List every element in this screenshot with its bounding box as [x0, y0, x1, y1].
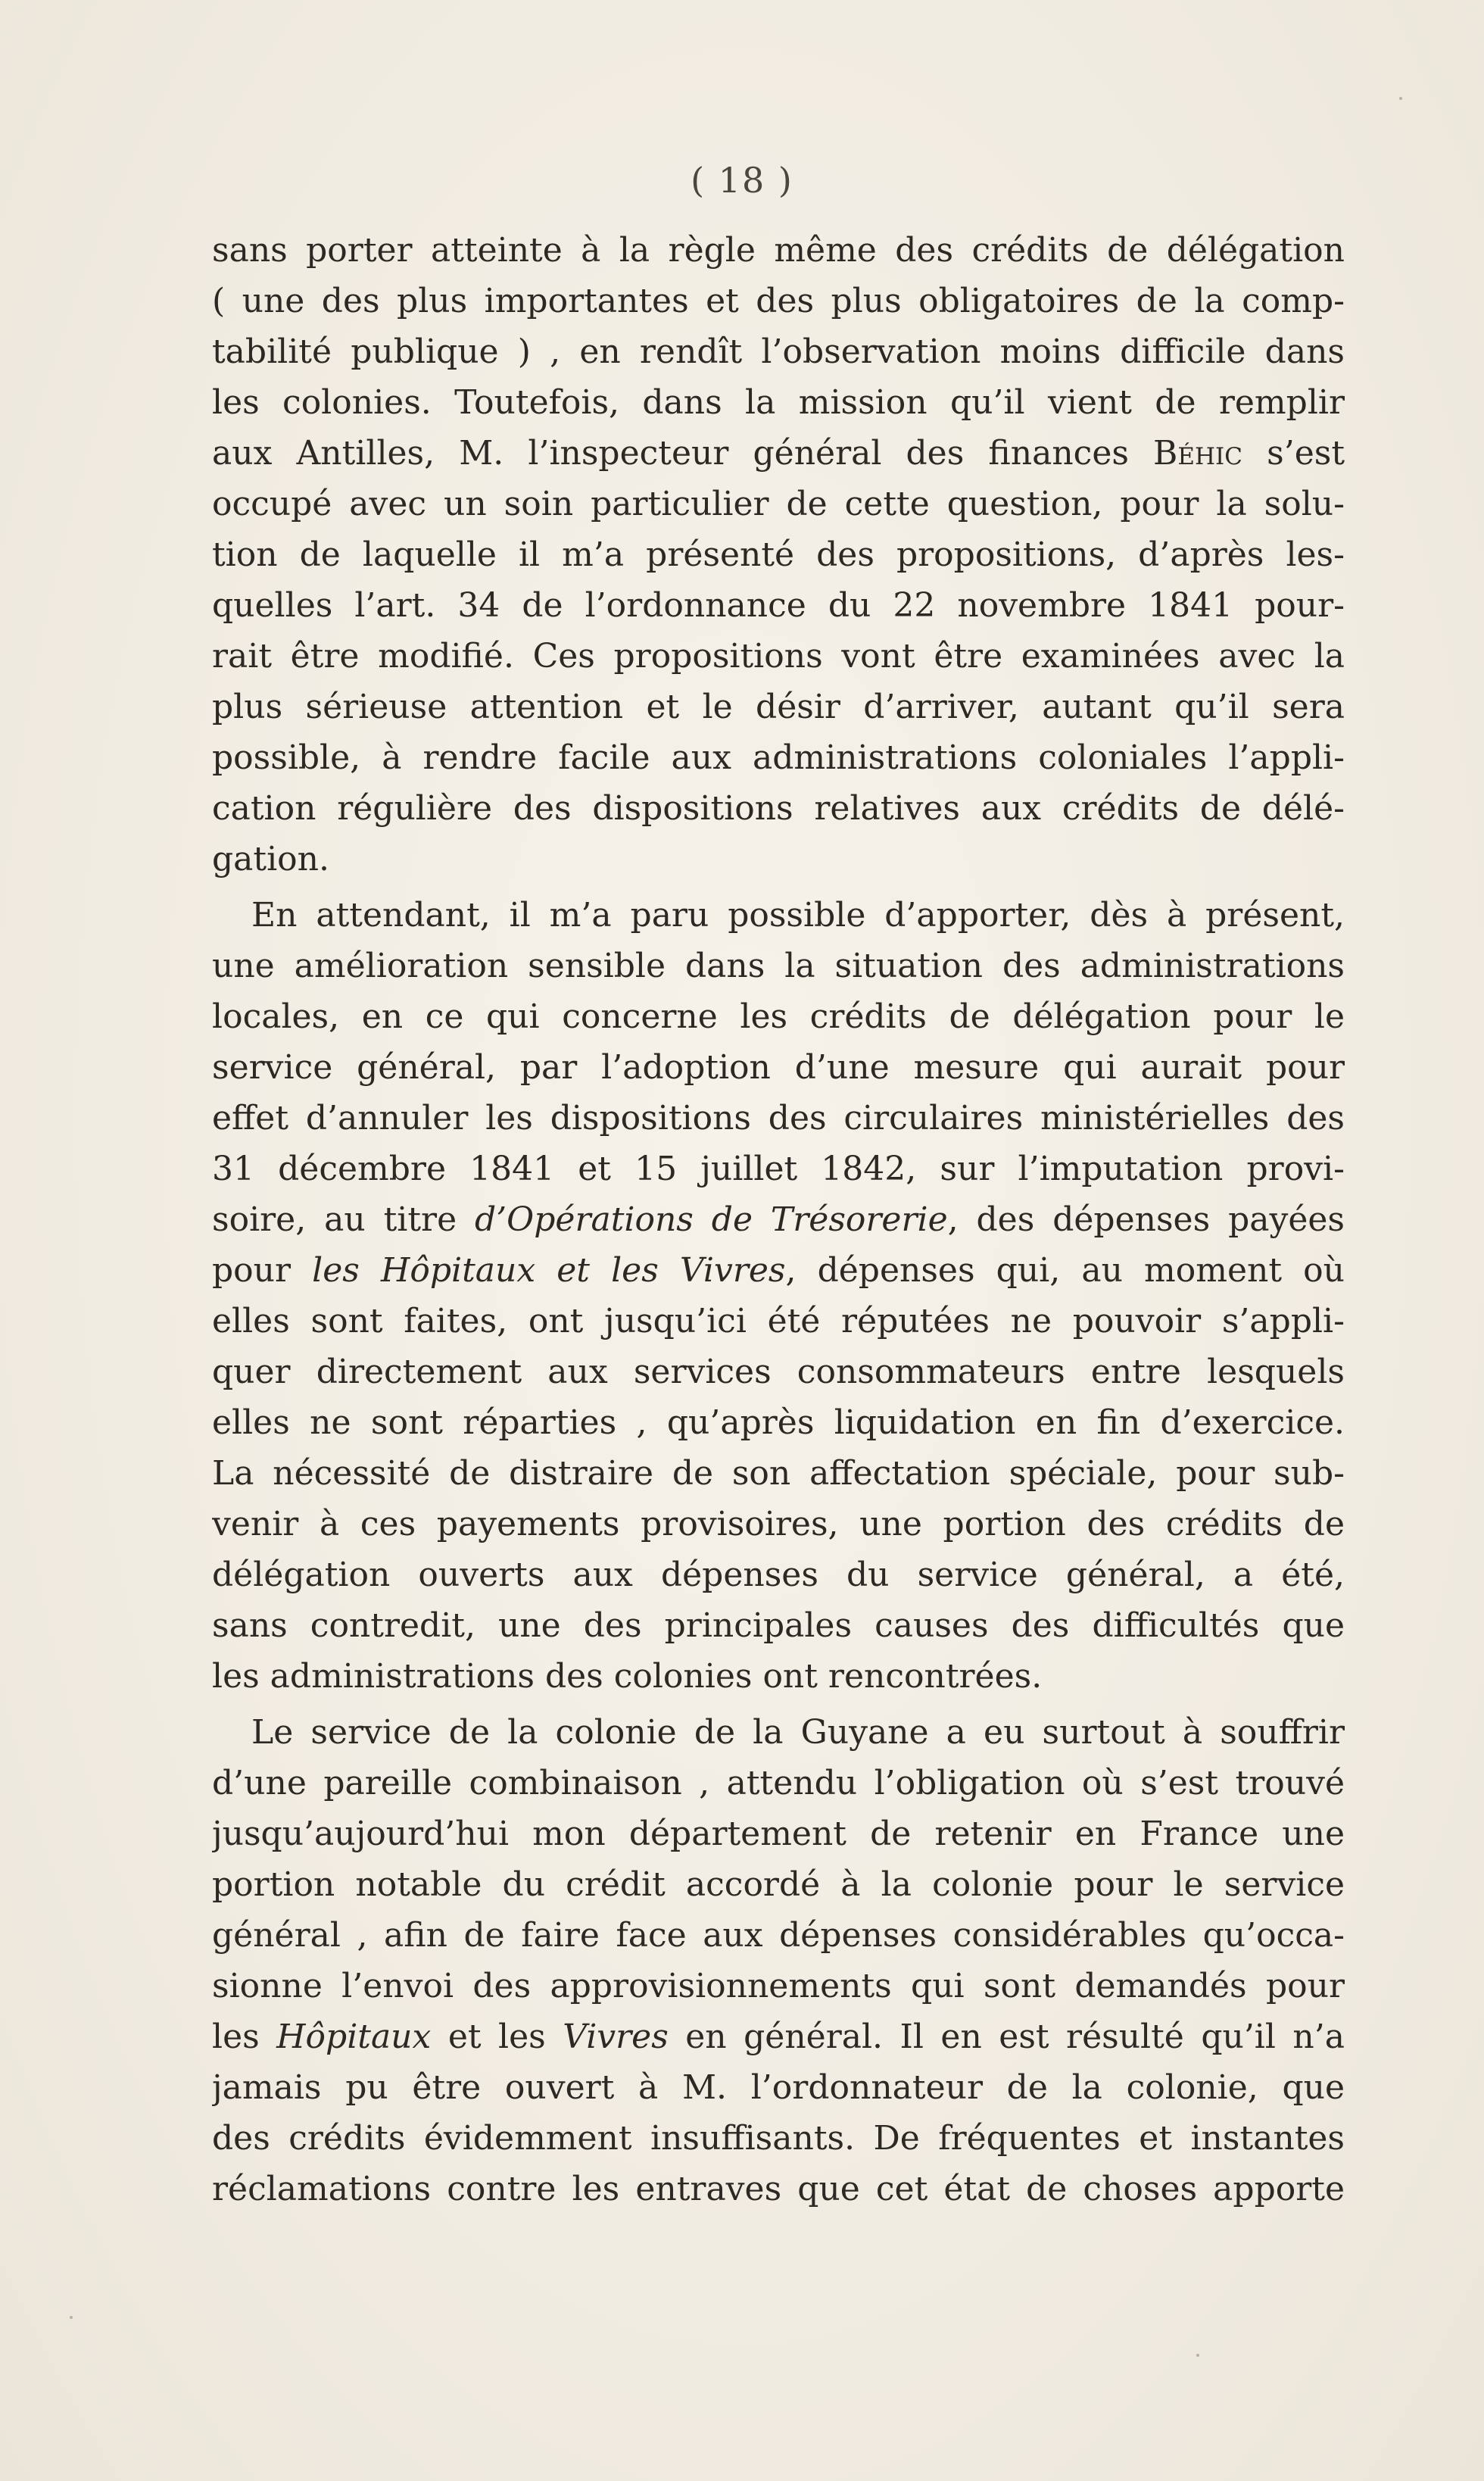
text-line: une amélioration sensible dans la situation des administrations [212, 947, 1345, 985]
text-line: quer directement aux services consommateurs entre lesquels [212, 1353, 1345, 1391]
text-line: d’une pareille combinaison , attendu l’obligation où s’est trouvé [212, 1764, 1345, 1802]
text-line [212, 1195, 1345, 1245]
text-segment: en général. Il en est résulté qu’il n’a [668, 2018, 1345, 2056]
text-line: général , afin de faire face aux dépenses considérables qu’occa- [212, 1916, 1345, 1955]
text-segment: pour [212, 1251, 313, 1290]
person-name: Béhic [1153, 434, 1243, 473]
text-line: effet d’annuler les dispositions des circulaires ministérielles des [212, 1099, 1345, 1138]
text-segment: s’est [1242, 434, 1345, 473]
italic-term: les Hôpitaux et les Vivres [312, 1251, 786, 1290]
text-line: gation. [212, 840, 329, 878]
italic-term: Vivres [563, 2018, 669, 2056]
text-segment: soire, au titre [212, 1200, 475, 1239]
text-line: portion notable du crédit accordé à la colonie pour le service [212, 1865, 1345, 1904]
text-line: Le service de la colonie de la Guyane a eu surtout à souffrir [251, 1713, 1345, 1752]
text-line: sionne l’envoi des approvisionnements qui sont demandés pour [212, 1967, 1345, 2005]
italic-term: d’Opérations de Trésorerie [475, 1200, 948, 1239]
paper-speck [1196, 2354, 1199, 2357]
text-segment: les [212, 2018, 277, 2056]
text-line: sans porter atteinte à la règle même des crédits de délégation [212, 231, 1345, 270]
text-line: délégation ouverts aux dépenses du service général, a été, [212, 1556, 1345, 1594]
text-line: locales, en ce qui concerne les crédits de délégation pour le [212, 997, 1345, 1036]
text-segment: , des dépenses payées [947, 1200, 1345, 1239]
paper-speck [1399, 97, 1402, 100]
text-segment: , dépenses qui, au moment où [785, 1251, 1345, 1290]
text-line: 31 décembre 1841 et 15 juillet 1842, sur l’imputation provi- [212, 1150, 1345, 1188]
text-line: jusqu’aujourd’hui mon département de retenir en France une [212, 1815, 1345, 1853]
paper-speck [70, 2316, 73, 2319]
text-line: les colonies. Toutefois, dans la mission qu’il vient de remplir [212, 383, 1345, 422]
italic-term: Hôpitaux [276, 2018, 432, 2056]
text-line: les administrations des colonies ont rencontrées. [212, 1657, 1043, 1696]
text-line: possible, à rendre facile aux administrations coloniales l’appli- [212, 738, 1345, 777]
text-line [212, 2012, 1345, 2062]
text-segment: et les [431, 2018, 563, 2056]
text-line: des crédits évidemment insuffisants. De fréquentes et instantes [212, 2119, 1345, 2158]
text-line: plus sérieuse attention et le désir d’arriver, autant qu’il sera [212, 688, 1345, 726]
text-line [212, 1246, 1345, 1296]
text-line: tion de laquelle il m’a présenté des propositions, d’après les- [212, 535, 1345, 574]
text-line: tabilité publique ) , en rendît l’observation moins difficile dans [212, 332, 1345, 371]
text-line: venir à ces payements provisoires, une portion des crédits de [212, 1505, 1345, 1543]
text-segment: aux Antilles, M. l’inspecteur général des finances [212, 434, 1154, 473]
text-line: ( une des plus importantes et des plus obligatoires de la comp- [212, 282, 1345, 320]
text-line: quelles l’art. 34 de l’ordonnance du 22 novembre 1841 pour- [212, 586, 1345, 625]
text-line: sans contredit, une des principales causes des difficultés que [212, 1606, 1345, 1645]
page-number: ( 18 ) [691, 160, 793, 201]
text-line: elles sont faites, ont jusqu’ici été réputées ne pouvoir s’appli- [212, 1302, 1345, 1340]
text-line: service général, par l’adoption d’une mesure qui aurait pour [212, 1048, 1345, 1087]
text-line: En attendant, il m’a paru possible d’apporter, dès à présent, [251, 896, 1345, 935]
text-line: La nécessité de distraire de son affectation spéciale, pour sub- [212, 1454, 1345, 1493]
text-line [212, 429, 1345, 479]
text-line: réclamations contre les entraves que cet état de choses apporte [212, 2170, 1345, 2208]
text-line: cation régulière des dispositions relatives aux crédits de délé- [212, 789, 1345, 828]
text-line: elles ne sont réparties , qu’après liquidation en fin d’exercice. [212, 1403, 1345, 1442]
text-line: jamais pu être ouvert à M. l’ordonnateur de la colonie, que [212, 2068, 1345, 2107]
text-line: rait être modifié. Ces propositions vont être examinées avec la [212, 637, 1345, 676]
text-line: occupé avec un soin particulier de cette question, pour la solu- [212, 485, 1345, 523]
